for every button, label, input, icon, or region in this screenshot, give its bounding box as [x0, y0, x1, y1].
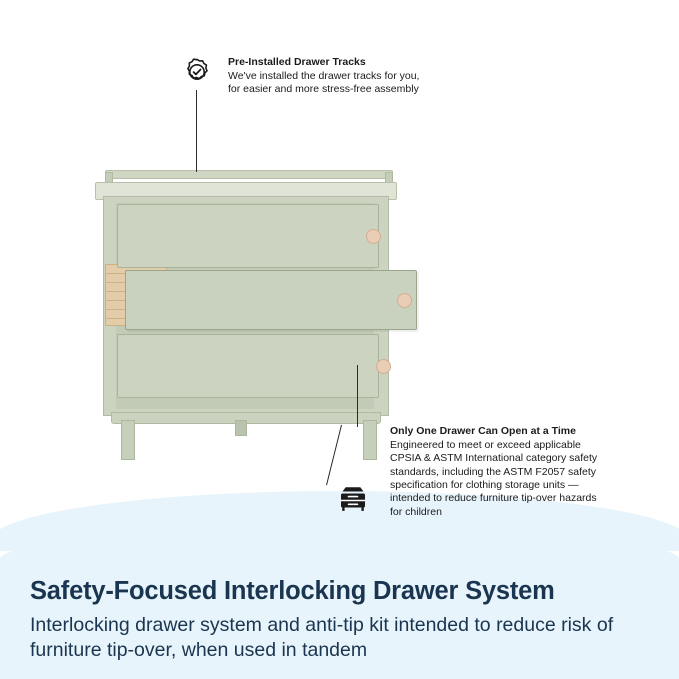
- callout-one-drawer-title: Only One Drawer Can Open at a Time: [390, 425, 576, 437]
- callout-drawer-tracks-body: We've installed the drawer tracks for you, for easier and more stress-free assembly: [228, 70, 420, 96]
- drawer-knob-middle: [397, 293, 412, 308]
- dresser-leg-center: [235, 420, 247, 436]
- callout-drawer-tracks-title: Pre-Installed Drawer Tracks: [228, 56, 366, 68]
- dresser-leg-left: [121, 420, 135, 460]
- dresser-drawer-middle-open: [125, 270, 417, 330]
- dresser-tipover-icon: [336, 484, 370, 514]
- headline-title: Safety-Focused Interlocking Drawer System: [30, 576, 555, 605]
- gear-check-icon: [182, 57, 212, 87]
- dresser-leg-right: [363, 420, 377, 460]
- dresser-changing-rail: [105, 170, 393, 179]
- drawer-knob-top: [366, 229, 381, 244]
- dresser-illustration: [95, 160, 400, 460]
- headline-subtitle: Interlocking drawer system and anti-tip kit intended to reduce risk of furniture tip-over, when used in tandem: [30, 614, 614, 662]
- dresser-drawer-top: [117, 204, 379, 268]
- callout-drawer-tracks: [228, 56, 428, 97]
- drawer-knob-bottom: [376, 359, 391, 374]
- callout-one-drawer-at-a-time: [390, 425, 605, 519]
- callout-leader-line-top: [196, 90, 197, 172]
- dresser-drawer-bottom: [117, 334, 379, 398]
- callout-leader-line-bottom: [357, 365, 358, 427]
- headline-block: [30, 577, 650, 663]
- callout-one-drawer-body: Engineered to meet or exceed applicable CPSIA & ASTM International category safety standards, including the ASTM F2057 safety specification for clothing storage units — intended to reduce furniture tip-over hazards for children: [390, 439, 598, 518]
